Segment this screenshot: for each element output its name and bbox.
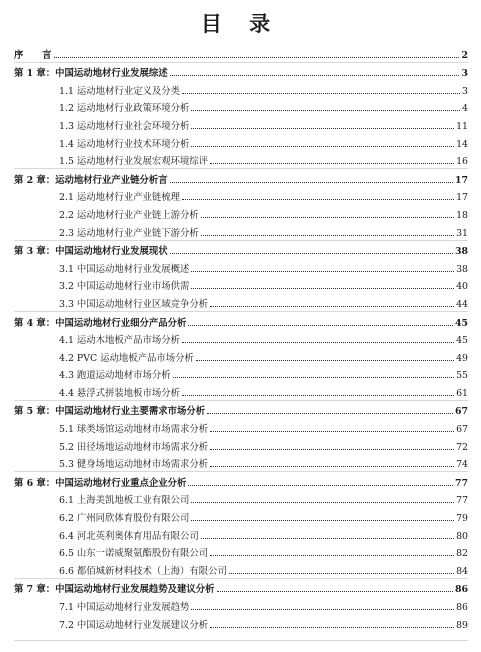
toc-section-entry[interactable] — [14, 418, 468, 436]
toc-page-number: 89 — [456, 619, 468, 631]
bottom-divider — [14, 640, 468, 641]
dot-leader — [210, 555, 454, 556]
dot-leader — [210, 163, 454, 164]
toc-page-number: 38 — [456, 263, 468, 275]
toc-page-number: 55 — [456, 370, 468, 382]
dot-leader — [201, 538, 454, 539]
toc-page-number: 17 — [454, 174, 468, 186]
toc-page-number: 77 — [454, 477, 468, 489]
toc-page-number: 18 — [456, 209, 468, 221]
toc-section-entry[interactable] — [14, 187, 468, 205]
toc-entry-label: 第 1 章：中国运动地材行业发展综述 — [14, 68, 168, 80]
toc-entry-label: 1.3 运动地材行业社会环境分析 — [59, 120, 190, 132]
toc-section-entry[interactable] — [14, 543, 468, 561]
dot-leader — [191, 502, 454, 503]
toc-page-number: 72 — [456, 441, 468, 453]
toc-section-entry[interactable] — [14, 222, 468, 240]
toc-section-entry[interactable] — [14, 276, 468, 294]
dot-leader — [182, 199, 454, 200]
toc-entry-label: 6.2 广州同欣体育股份有限公司 — [59, 513, 190, 525]
toc-entry-label: 2.2 运动地材行业产业链上游分析 — [59, 209, 199, 221]
toc-page-number: 82 — [456, 548, 468, 560]
toc-entry-label: 5.2 田径场地运动地材市场需求分析 — [59, 441, 209, 453]
toc-section-entry[interactable] — [14, 258, 468, 276]
dot-leader — [201, 217, 454, 218]
toc-entry-label: 2.1 运动地材行业产业链梳理 — [59, 192, 181, 204]
toc-page-number: 31 — [456, 227, 468, 239]
toc-page-number: 80 — [456, 530, 468, 542]
toc-entry-label: 6.1 上海美凯地板工业有限公司 — [59, 495, 190, 507]
toc-entry-label: 2.3 运动地材行业产业链下游分析 — [59, 227, 199, 239]
dot-leader — [182, 342, 454, 343]
dot-leader — [182, 93, 460, 94]
toc-entry-label: 1.5 运动地材行业发展宏观环境综评 — [59, 156, 209, 168]
toc-entry-label: 4.3 跑道运动地材市场分析 — [59, 370, 171, 382]
toc-page-number: 14 — [456, 138, 468, 150]
table-of-contents — [14, 44, 468, 632]
toc-chapter-entry[interactable] — [14, 471, 468, 490]
toc-entry-label: 3.3 中国运动地材行业区域竞争分析 — [59, 298, 209, 310]
toc-section-entry[interactable] — [14, 330, 468, 348]
toc-page-number: 44 — [456, 298, 468, 310]
toc-page-number: 17 — [456, 192, 468, 204]
toc-page-number: 3 — [462, 85, 468, 97]
toc-page-number: 11 — [456, 120, 468, 132]
dot-leader — [170, 253, 453, 254]
toc-section-entry[interactable] — [14, 507, 468, 525]
toc-page-number: 2 — [461, 49, 468, 61]
toc-section-entry[interactable] — [14, 454, 468, 472]
dot-leader — [191, 520, 454, 521]
toc-entry-label: 4.1 运动木地板产品市场分析 — [59, 335, 181, 347]
toc-entry-label: 第 5 章：中国运动地材行业主要需求市场分析 — [14, 406, 206, 418]
toc-entry-label: 5.3 健身场地运动地材市场需求分析 — [59, 459, 209, 471]
toc-section-entry[interactable] — [14, 151, 468, 169]
toc-section-entry[interactable] — [14, 614, 468, 632]
toc-page-number: 86 — [456, 602, 468, 613]
dot-leader — [191, 128, 454, 129]
toc-entry-label: 6.4 河北英利奥体育用品有限公司 — [59, 530, 199, 542]
dot-leader — [191, 288, 454, 289]
toc-chapter-entry[interactable] — [14, 400, 468, 419]
dot-leader — [207, 413, 453, 414]
toc-section-entry[interactable] — [14, 80, 468, 98]
toc-chapter-entry[interactable] — [14, 168, 468, 187]
toc-section-entry[interactable] — [14, 436, 468, 454]
toc-page-number: 38 — [454, 246, 468, 258]
toc-page-number: 16 — [456, 156, 468, 168]
toc-entry-label: 4.2 PVC 运动地板产品市场分析 — [59, 352, 194, 364]
dot-leader — [191, 271, 454, 272]
toc-entry-label: 第 2 章：运动地材行业产业链分析言 — [14, 174, 168, 186]
toc-entry-label: 第 4 章：中国运动地材行业细分产品分析 — [14, 317, 187, 329]
toc-entry-label: 第 7 章：中国运动地材行业发展趋势及建议分析 — [14, 584, 215, 596]
toc-page-number: 45 — [454, 317, 468, 329]
dot-leader — [210, 431, 454, 432]
dot-leader — [188, 485, 453, 486]
dot-leader — [196, 360, 454, 361]
toc-page-number: 84 — [456, 565, 468, 577]
toc-entry-label: 7.1 中国运动地材行业发展趋势 — [59, 602, 190, 613]
toc-entry-label: 7.2 中国运动地材行业发展建议分析 — [59, 619, 209, 631]
toc-entry-label: 1.1 运动地材行业定义及分类 — [59, 85, 181, 97]
toc-page-number: 79 — [456, 513, 468, 525]
toc-section-entry[interactable] — [14, 115, 468, 133]
toc-entry-label: 1.2 运动地材行业政策环境分析 — [59, 103, 190, 115]
toc-section-entry[interactable] — [14, 490, 468, 508]
dot-leader — [173, 377, 454, 378]
toc-entry-label: 6.6 都佰城新材料技术（上海）有限公司 — [59, 565, 227, 577]
toc-chapter-entry[interactable] — [14, 311, 468, 330]
dot-leader — [170, 182, 453, 183]
toc-page-number: 74 — [456, 459, 468, 471]
toc-chapter-entry[interactable] — [14, 44, 468, 62]
dot-leader — [191, 146, 454, 147]
dot-leader — [54, 57, 460, 58]
toc-page-number: 45 — [456, 335, 468, 347]
dot-leader — [201, 235, 454, 236]
toc-section-entry[interactable] — [14, 133, 468, 151]
toc-page-number: 3 — [461, 68, 468, 80]
toc-chapter-entry[interactable] — [14, 578, 468, 597]
dot-leader — [188, 325, 453, 326]
dot-leader — [191, 609, 454, 610]
toc-entry-label: 1.4 运动地材行业技术环境分析 — [59, 138, 190, 150]
dot-leader — [191, 110, 460, 111]
toc-page-number: 40 — [456, 281, 468, 293]
toc-entry-label: 第 3 章：中国运动地材行业发展现状 — [14, 246, 168, 258]
toc-page-number: 86 — [454, 584, 468, 596]
dot-leader — [182, 395, 454, 396]
dot-leader — [229, 573, 454, 574]
toc-entry-label: 4.4 悬浮式拼装地板市场分析 — [59, 387, 181, 399]
toc-section-entry[interactable] — [14, 596, 468, 614]
toc-page-number: 67 — [456, 424, 468, 436]
toc-entry-label: 3.1 中国运动地材行业发展概述 — [59, 263, 190, 275]
toc-section-entry[interactable] — [14, 98, 468, 116]
toc-page-number: 67 — [454, 406, 468, 418]
toc-section-entry[interactable] — [14, 347, 468, 365]
dot-leader — [210, 627, 454, 628]
toc-section-entry[interactable] — [14, 560, 468, 578]
toc-section-entry[interactable] — [14, 365, 468, 383]
toc-page-number: 4 — [462, 103, 468, 115]
toc-page-number: 61 — [456, 387, 468, 399]
dot-leader — [170, 75, 460, 76]
toc-entry-label: 3.2 中国运动地材行业市场供需 — [59, 281, 190, 293]
toc-section-entry[interactable] — [14, 525, 468, 543]
toc-chapter-entry[interactable] — [14, 62, 468, 81]
toc-section-entry[interactable] — [14, 293, 468, 311]
toc-entry-label: 6.5 山东一诺威聚氨酯股份有限公司 — [59, 548, 209, 560]
dot-leader — [217, 591, 453, 592]
toc-section-entry[interactable] — [14, 382, 468, 400]
page-title: 目 录 — [200, 11, 281, 36]
toc-entry-label: 第 6 章：中国运动地材行业重点企业分析 — [14, 477, 187, 489]
dot-leader — [210, 306, 454, 307]
toc-chapter-entry[interactable] — [14, 240, 468, 259]
toc-entry-label: 5.1 球类场馆运动地材市场需求分析 — [59, 424, 209, 436]
toc-entry-label: 序 言 — [14, 49, 52, 61]
toc-page-number: 77 — [456, 495, 468, 507]
dot-leader — [210, 449, 454, 450]
dot-leader — [210, 466, 454, 467]
toc-page-number: 49 — [456, 352, 468, 364]
toc-section-entry[interactable] — [14, 204, 468, 222]
